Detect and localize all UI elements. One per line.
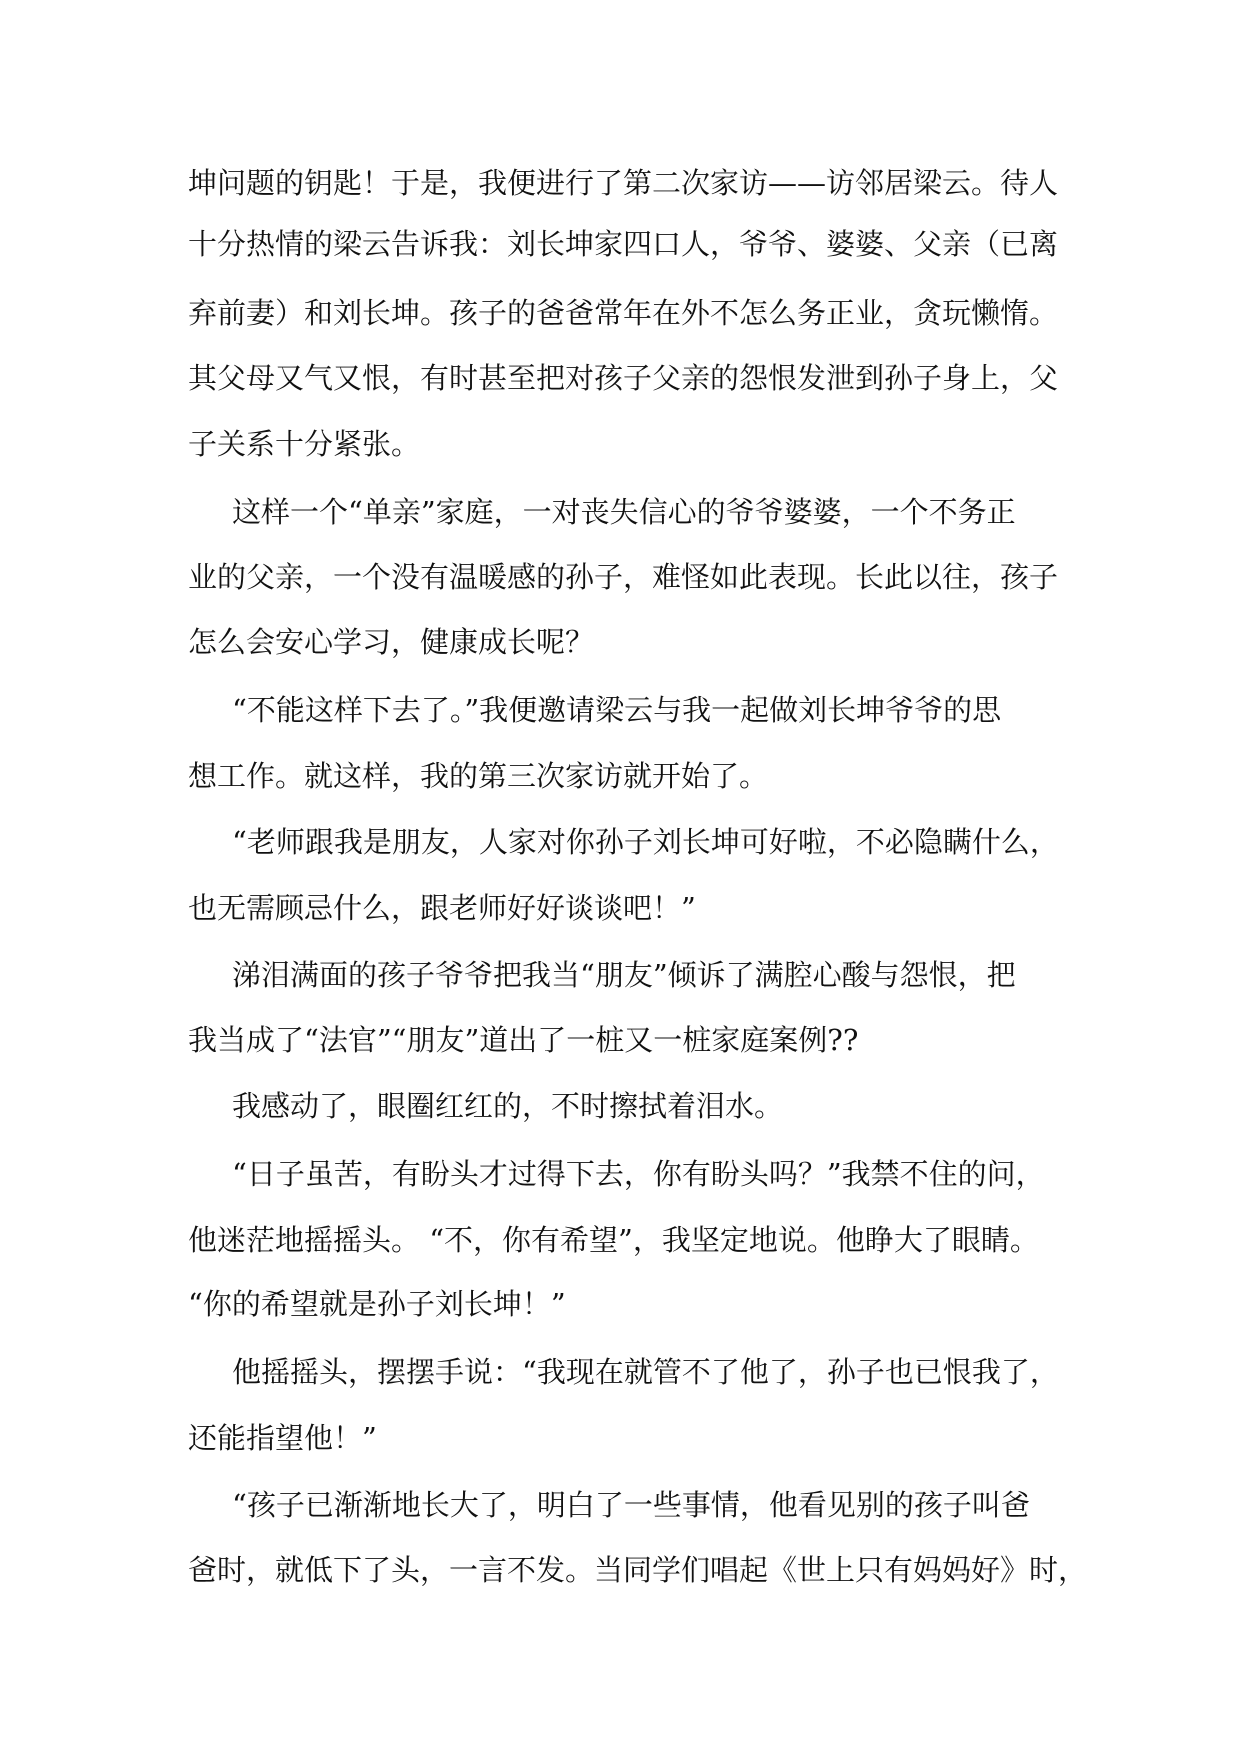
text-line: 子关系十分紧张。 [188, 427, 421, 461]
text-line: “老师跟我是朋友，人家对你孙子刘长坤可好啦，不必隐瞒什么， [232, 825, 1059, 859]
text-line: “不能这样下去了。”我便邀请梁云与我一起做刘长坤爷爷的思 [232, 693, 1002, 727]
text-line: 想工作。就这样，我的第三次家访就开始了。 [188, 759, 769, 793]
text-line: 坤问题的钥匙！于是，我便进行了第二次家访——访邻居梁云。待人 [188, 166, 1059, 200]
text-line: 还能指望他！” [188, 1421, 377, 1455]
text-line: 我当成了“法官”“朋友”道出了一桩又一桩家庭案例?? [188, 1023, 859, 1057]
text-line: 也无需顾忌什么，跟老师好好谈谈吧！” [188, 891, 696, 925]
text-line: 怎么会安心学习，健康成长呢？ [188, 625, 595, 659]
text-line: 涕泪满面的孩子爷爷把我当“朋友”倾诉了满腔心酸与怨恨，把 [232, 958, 1016, 992]
text-line: 十分热情的梁云告诉我：刘长坤家四口人，爷爷、婆婆、父亲（已离 [188, 227, 1059, 261]
text-line: 弃前妻）和刘长坤。孩子的爸爸常年在外不怎么务正业，贪玩懒惰。 [188, 296, 1059, 330]
text-line: 我感动了，眼圈红红的，不时擦拭着泪水。 [232, 1089, 784, 1123]
text-line: 其父母又气又恨，有时甚至把对孩子父亲的怨恨发泄到孙子身上，父 [188, 361, 1059, 395]
text-line: 业的父亲，一个没有温暖感的孙子，难怪如此表现。长此以往，孩子 [188, 560, 1059, 594]
text-line: 他迷茫地摇摇头。 “不，你有希望”，我坚定地说。他睁大了眼睛。 [188, 1223, 1039, 1257]
text-line: “日子虽苦，有盼头才过得下去，你有盼头吗？”我禁不住的问， [232, 1157, 1045, 1191]
text-line: “你的希望就是孙子刘长坤！” [188, 1287, 566, 1321]
text-line: “孩子已渐渐地长大了，明白了一些事情，他看见别的孩子叫爸 [232, 1488, 1030, 1522]
text-line: 他摇摇头，摆摆手说：“我现在就管不了他了，孙子也已恨我了， [232, 1355, 1059, 1389]
text-line: 这样一个“单亲”家庭，一对丧失信心的爷爷婆婆，一个不务正 [232, 495, 1016, 529]
text-line: 爸时，就低下了头，一言不发。当同学们唱起《世上只有妈妈好》时， [188, 1553, 1088, 1587]
